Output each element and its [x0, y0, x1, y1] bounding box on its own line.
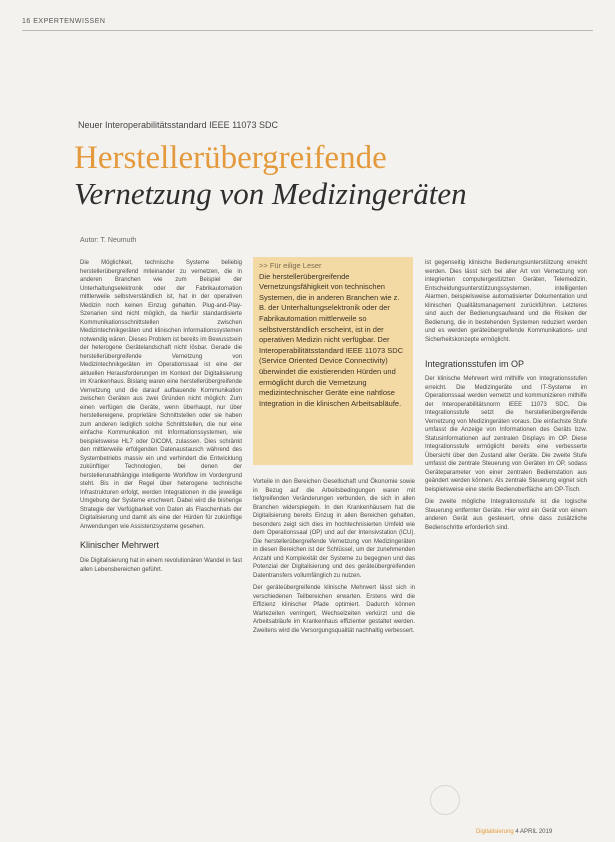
lead-box [253, 257, 413, 465]
header-rule [22, 30, 593, 31]
column-1 [80, 259, 242, 574]
subheading-klinischer-mehrwert: Klinischer Mehrwert [80, 540, 160, 550]
column-3-paragraph-2: Der klinische Mehrwert wird mithilfe von Integrationsstufen erreicht. Die Medizingeräte und IT-Systeme im Operationssaal werden vernetzt und kommunizieren mithilfe der Interoperabilitätsnorm IEEE 11073 SDC. Die Integrationsstufe setzt die herstellerübergreifende Vernetzung von Medizingeräten voraus. Die einfachste Stufe umfasst die Anzeige von Informationen des Geräts bzw. Statusinformationen auf zentralen Displays im OP. Diese Integrationsstufe ermöglicht bereits eine verbesserte Übersicht über den Zustand aller Geräte. Die zweite Stufe umfasst die zentrale Steuerung von Geräten im OP, sodass Geräteparameter von einer zentralen Bedienstation aus geändert werden können. Als zentrale Steuerung eignet sich beispielsweise eine sterile Bedienoberfläche am OP-Tisch. [425, 376, 587, 493]
section-label: 16 EXPERTENWISSEN [22, 18, 106, 25]
lead-box-heading: >> Für eilige Leser [259, 261, 322, 270]
article-kicker: Neuer Interoperabilitätsstandard IEEE 11073 SDC [78, 120, 278, 130]
column-3-body: ist gegenseitig klinische Bedienungsunterstützung erreicht werden. Dies lässt sich bei aller Art von Vernetzung von integrierten computergestützten Geräten, Telemedizin, Entscheidungsunterstützungssystemen, intelligenten Alarmen, beispielsweise automatisierter Dokumentation und klinischen Qualitätsmanagement zurückführen. Letzteres sind auch der Bedienungsaufwand und die Risiken der Bedienung, die in bestehenden Systemen reduziert werden und es werden geräteübergreifende Kommunikations- und Sicherheitskonzepte ermöglicht. [425, 260, 587, 343]
column-1-body: Die Möglichkeit, technische Systeme beliebig herstellerübergreifend miteinander zu vernetzen, die in anderen Branchen wie zum Beispiel der Unterhaltungselektronik oder der Fabrikautomation mittlerweile selbstverständlich ist, hat in der operativen Medizin noch keinen Einzug gehalten. Plug-and-Play-Szenarien sind nicht möglich, da hierfür standardisierte Kommunikationsschnittstellen zwischen Medizintechnikgeräten und klinischen Informationssystemen notwendig wären. Dieses Problem ist bereits im Bewusstsein der heterogene Gerätelandschaft nicht lösbar. Gerade die herstellerübergreifende Vernetzung von Medizintechnikgeräten im Operationssaal ist eine der aktuellen Herausforderungen im Kontext der Digitalisierung im Krankenhaus. Bislang waren eine herstellerübergreifende Vernetzung und die darauf aufbauende Kommunikation zwischen Geräten aus zwei Gründen nicht möglich: Zum einen verfügen die Geräte, wenn überhaupt, nur über herstellereigene, proprietäre Schnittstellen oder sie haben zum anderen lediglich solche Schnittstellen, die nur eine einfache Kommunikation mit Informationssystemen, wie beispielsweise HL7 oder DICOM, zulassen. Dies schränkt den mittlerweile erfolgenden Datenaustausch während des Systembetriebs massiv ein und verhindert die Entwicklung zukünftiger Technologien, bei denen der herstellerunabhängige intelligente Workflow im Vordergrund steht. Bis in der Regel über heterogene technische Infrastrukturen erfolgt, werden Integrationen in die jeweilige Umgebung der Systeme erschwert. Dabei wird die bisherige Strategie der Verfügbarkeit von Daten als Flaschenhals der Digitalisierung und damit als eine der Hürden für zukünftige Anwendungen wie Assistenzsysteme gesehen. [80, 260, 242, 530]
column-2-paragraph-2: Der geräteübergreifende klinische Mehrwert lässt sich in verschiedenen Teilbereichen erwarten. Erstens wird die Effizienz klinischer Pfade optimiert. Dadurch können Wartezeiten verringert, Wechselzeiten verkürzt und die Arbeitsabläufe im Krankenhaus effizienter gestaltet werden. Zweitens wird die Versorgungsqualität nachhaltig verbessert. [253, 585, 415, 634]
decorative-circle [430, 785, 460, 815]
column-1-end: Die Digitalisierung hat in einem revolutionären Wandel in fast allen Lebensbereichen geführt. [80, 558, 242, 573]
article-title-line2: Vernetzung von Medizingeräten [74, 176, 467, 211]
lead-box-text: Die herstellerübergreifende Vernetzungsfähigkeit von technischen Systemen, die in anderen Branchen wie z. B. der Unterhaltungselektronik oder der Fabrikautomation mittlerweile so selbstverständlich erscheint, ist in der operativen Medizin nicht verfügbar. Der Interoperabilitätsstandard IEEE 11073 SDC (Service Oriented Device Connectivity) überwindet die existierenden Hürden und ermöglicht durch die Vernetzung medizintechnischer Geräte eine nahtlose Integration in die klinischen Arbeitsabläufe. [259, 271, 404, 408]
column-2 [253, 478, 415, 635]
column-3-paragraph-3: Die zweite mögliche Integrationsstufe ist die logische Steuerung entfernter Geräte. Hier wird ein Gerät von einem anderen Gerät aus gesteuert, ohne dass zusätzliche Bedienschritte erforderlich sind. [425, 499, 587, 531]
footer-brand: Digitalisierung [476, 829, 514, 835]
page-footer [476, 829, 552, 835]
column-3 [425, 259, 587, 532]
running-header [22, 18, 105, 25]
column-2-body: Vorteile in den Bereichen Gesellschaft und Ökonomie sowie in Bezug auf die Arbeitsbedingungen waren mit tiefgreifenden Veränderungen verbunden, die sich in allen Branchen widerspiegeln. In den Krankenhäusern hat die Digitalisierung bereits Einzug in allen Bereichen gehalten, besonders zeigt sich dies im hochtechnisierten Umfeld wie dem Operationssaal (OP) und auf der Intensivstation (ICU). Die herstellerübergreifende Vernetzung von Medizingeräten in diesen Bereichen ist der Schlüssel, um der zunehmenden Anzahl und Komplexität der Systeme zu begegnen und das Potenzial der Digitalisierung und des geräteübergreifenden Datentransfers vollumfänglich zu nutzen. [253, 479, 415, 579]
footer-issue: 4 APRIL 2019 [515, 829, 553, 835]
subheading-integrationsstufen: Integrationsstufen im OP [425, 359, 525, 369]
article-author: Autor: T. Neumuth [80, 237, 137, 244]
article-title-line1: Herstellerübergreifende [74, 140, 387, 176]
